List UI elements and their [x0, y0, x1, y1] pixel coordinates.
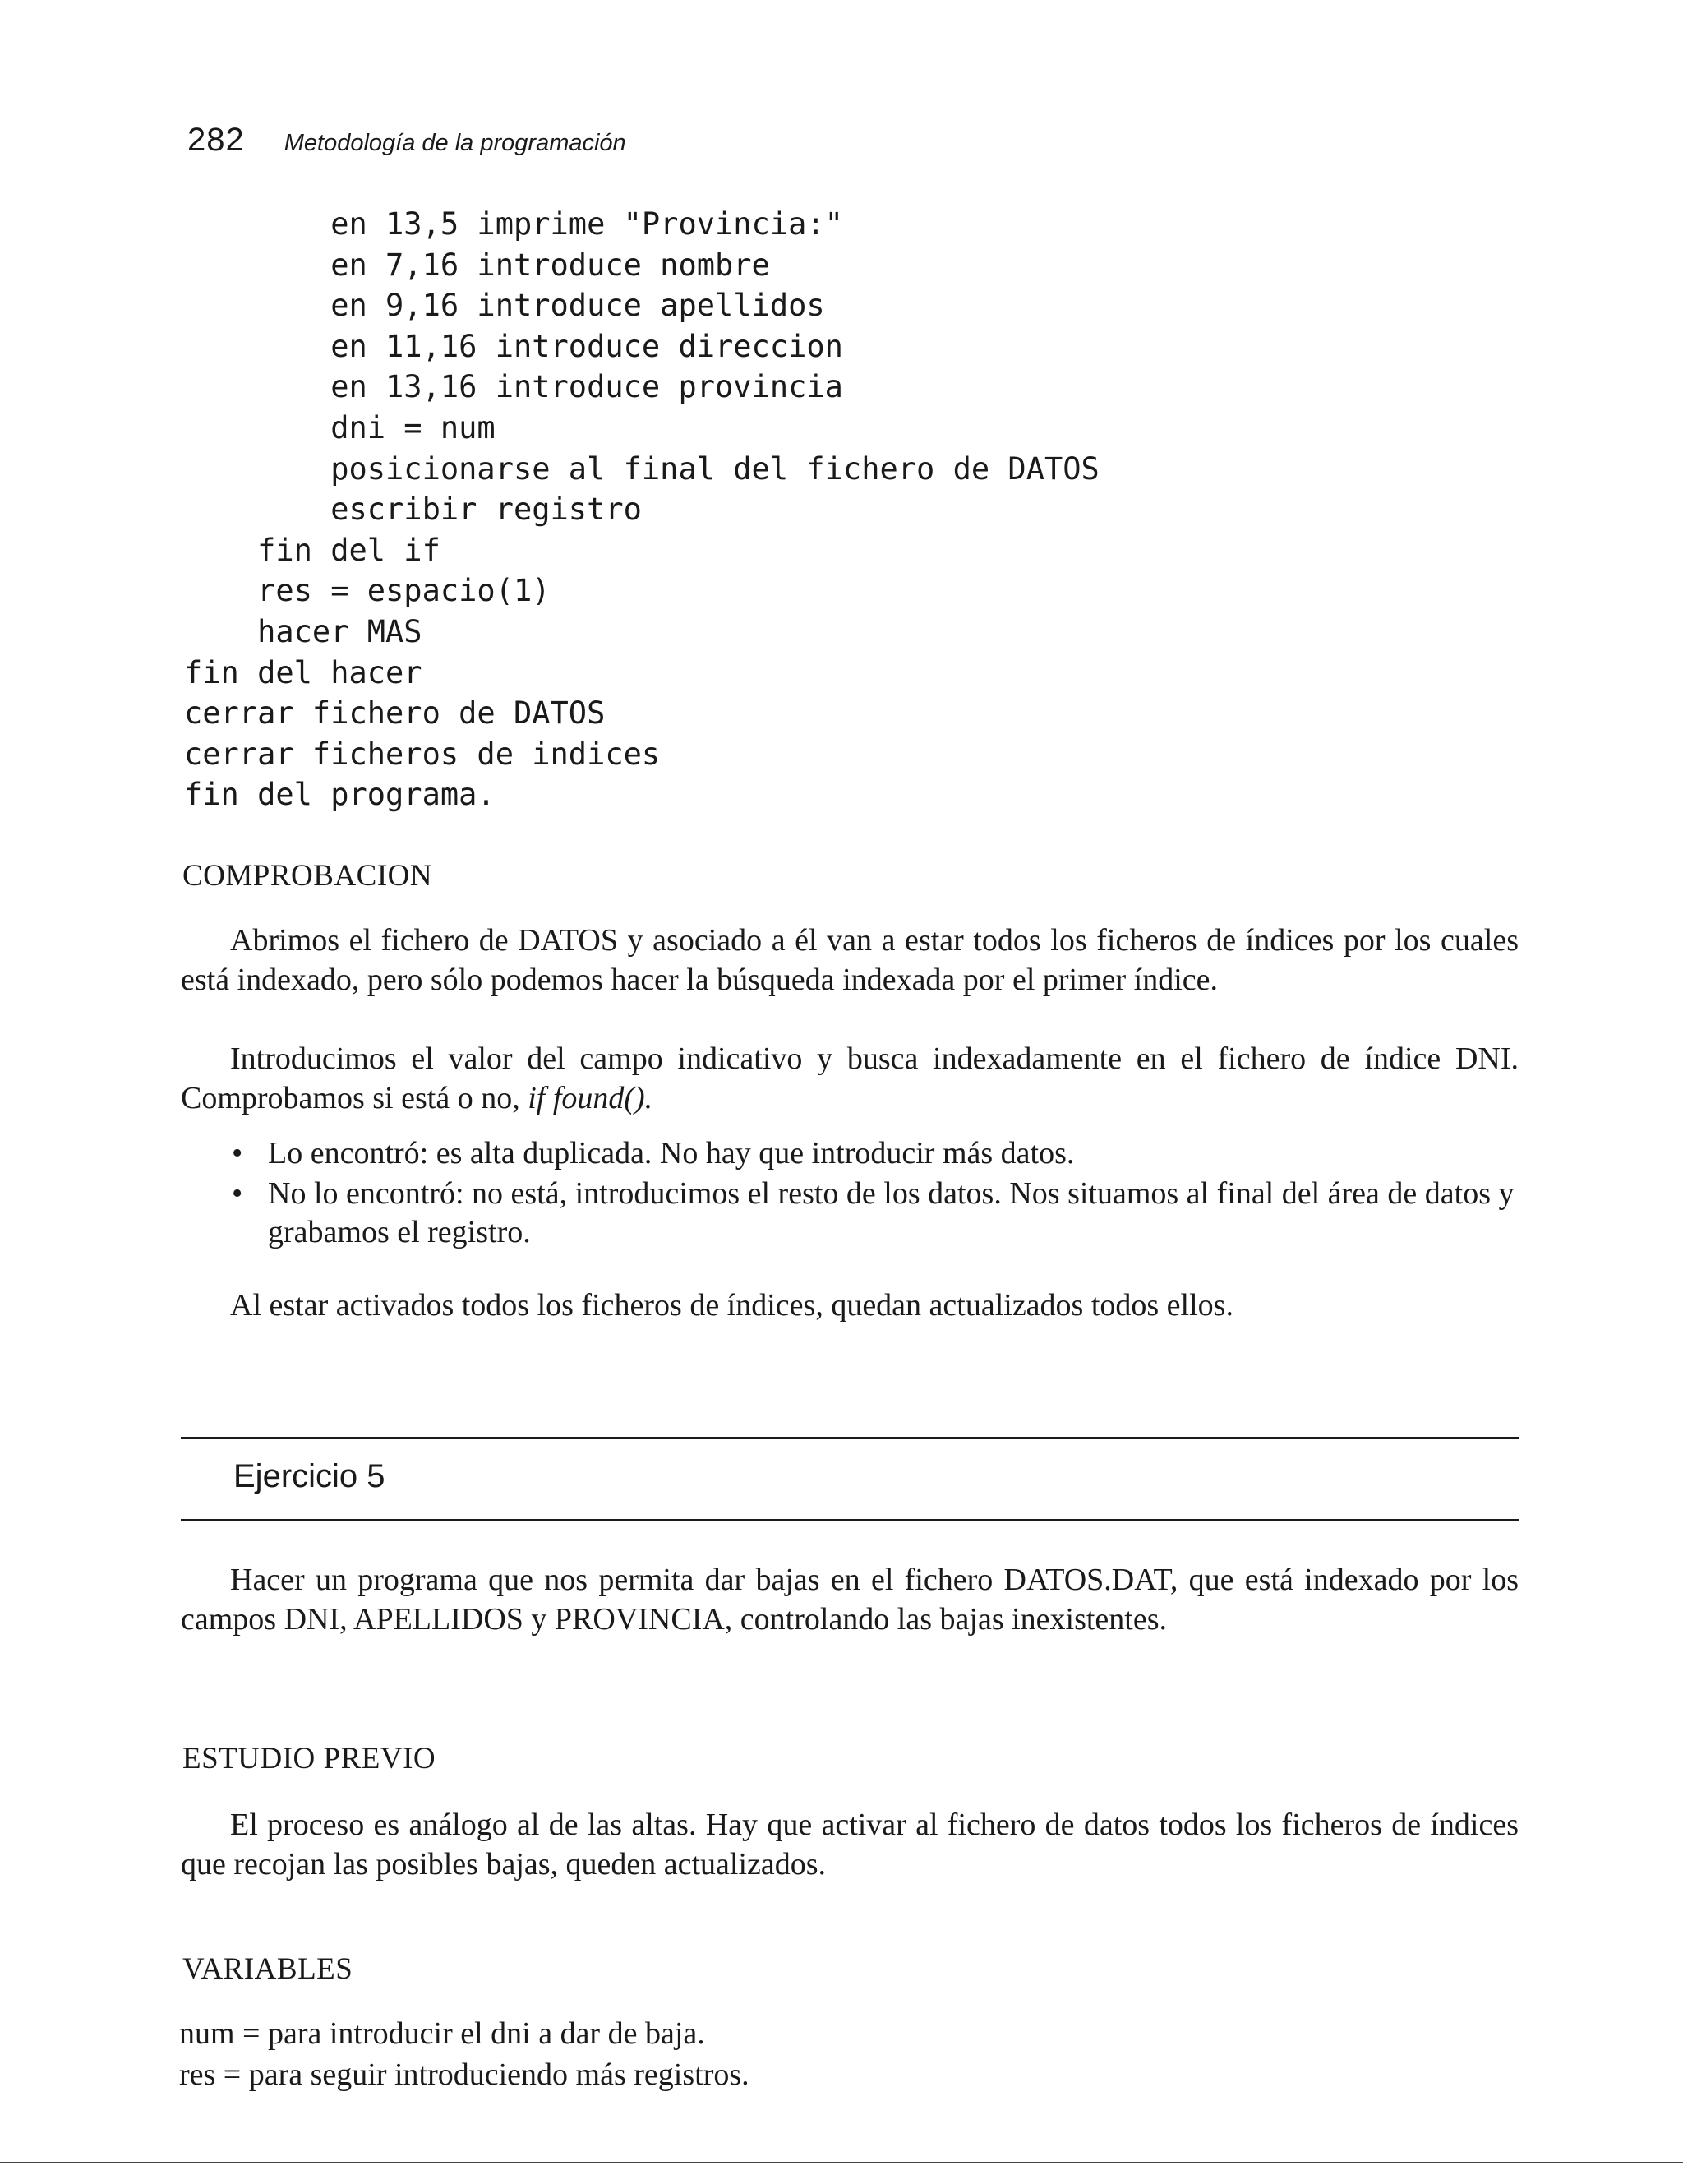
list-item: [230, 1175, 1519, 1252]
code-line: res = espacio(1): [184, 573, 551, 609]
exercise-bottom-rule: [181, 1519, 1519, 1521]
bullet-icon: •: [232, 1136, 243, 1170]
comprobacion-paragraph-2-text: Introducimos el valor del campo indicativo y busca indexadamente en el fichero de índice DNI. Comprobamos si está o no,: [181, 1041, 1519, 1115]
running-title: Metodología de la programación: [284, 130, 626, 156]
exercise-statement: [181, 1560, 1519, 1639]
code-line: en 13,16 introduce provincia: [184, 369, 843, 405]
list-item-text: No lo encontró: no está, introducimos el resto de los datos. Nos situamos al final del área de datos y grabamos el registro.: [268, 1176, 1515, 1249]
code-line: escribir registro: [184, 492, 642, 528]
code-listing: [184, 204, 1100, 815]
comprobacion-paragraph-3-text: Al estar activados todos los ficheros de índices, quedan actualizados todos ellos.: [230, 1288, 1233, 1323]
variable-num: num = para introducir el dni a dar de baja.: [179, 2016, 705, 2051]
code-line: posicionarse al final del fichero de DATOS: [184, 450, 1100, 487]
estudio-previo-paragraph: [181, 1805, 1519, 1884]
code-line: en 11,16 introduce direccion: [184, 328, 843, 364]
page-number: 282: [187, 122, 245, 158]
bullet-icon: •: [232, 1176, 243, 1211]
page-bottom-edge: [0, 2162, 1683, 2163]
estudio-previo-heading: ESTUDIO PREVIO: [182, 1742, 436, 1775]
code-line: fin del programa.: [184, 777, 496, 813]
comprobacion-paragraph-1: [181, 921, 1519, 1000]
code-line: en 13,5 imprime "Provincia:": [184, 206, 843, 242]
code-line: cerrar ficheros de indices: [184, 736, 661, 772]
code-line: hacer MAS: [184, 613, 422, 649]
code-line: en 7,16 introduce nombre: [184, 247, 770, 283]
exercise-title: Ejercicio 5: [233, 1458, 385, 1494]
variables-heading: VARIABLES: [182, 1952, 353, 1986]
code-line: fin del if: [184, 532, 440, 568]
code-line: en 9,16 introduce apellidos: [184, 288, 825, 324]
estudio-previo-text: El proceso es análogo al de las altas. Hay que activar al fichero de datos todos los ficheros de índices que recojan las posibles bajas, queden actualizados.: [181, 1808, 1519, 1882]
code-line: fin del hacer: [184, 654, 422, 690]
comprobacion-paragraph-1-text: Abrimos el fichero de DATOS y asociado a él van a estar todos los ficheros de índices por los cuales está indexado, pero sólo podemos hacer la búsqueda indexada por el primer índice.: [181, 923, 1519, 997]
list-item: [230, 1134, 1519, 1173]
exercise-statement-text: Hacer un programa que nos permita dar bajas en el fichero DATOS.DAT, que está indexado por los campos DNI, APELLIDOS y PROVINCIA, controlando las bajas inexistentes.: [181, 1563, 1519, 1637]
variable-res: res = para seguir introduciendo más registros.: [179, 2057, 749, 2092]
list-item-text: Lo encontró: es alta duplicada. No hay que introducir más datos.: [268, 1136, 1075, 1170]
code-line: cerrar fichero de DATOS: [184, 695, 606, 732]
comprobacion-heading: COMPROBACION: [182, 859, 433, 893]
result-list: [230, 1134, 1519, 1254]
found-function: if found().: [528, 1081, 653, 1115]
comprobacion-paragraph-3: [181, 1286, 1519, 1325]
exercise-top-rule: [181, 1437, 1519, 1439]
page-header: [187, 122, 626, 159]
code-line: dni = num: [184, 409, 496, 446]
comprobacion-paragraph-2: [181, 1039, 1519, 1118]
